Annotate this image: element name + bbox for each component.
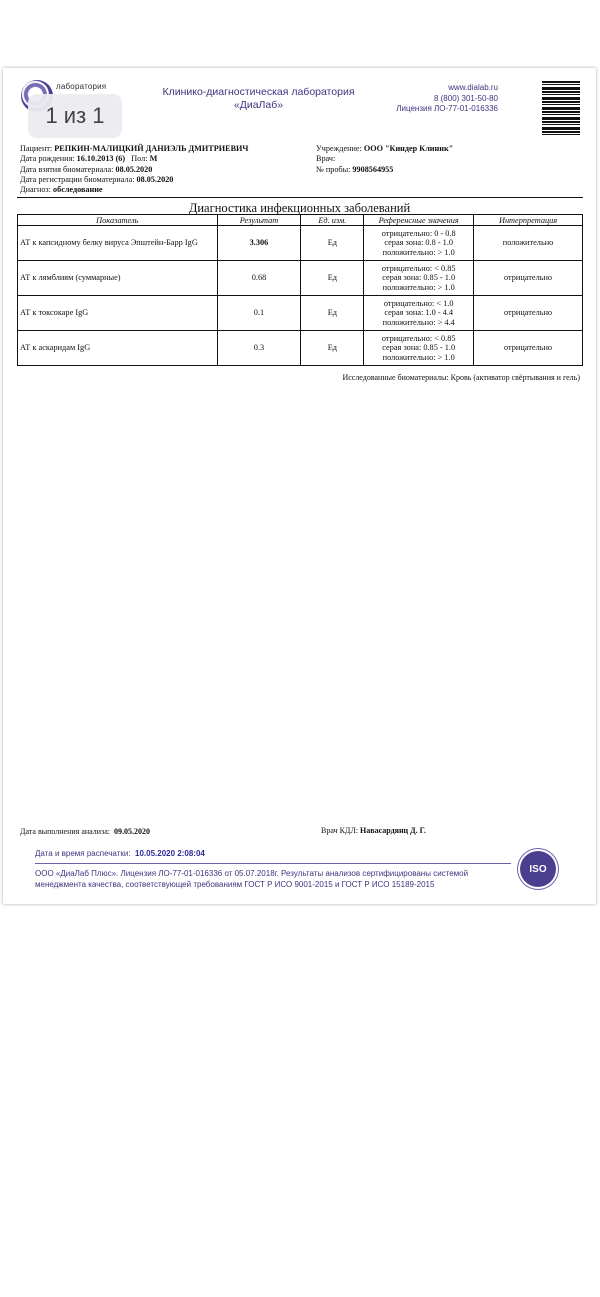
- row-unit: Ед: [301, 226, 364, 261]
- section-title: Диагностика инфекционных заболеваний: [188, 201, 411, 215]
- institution-label: Учреждение:: [316, 144, 362, 153]
- header-reference: Референсные значения: [364, 215, 474, 226]
- row-name: АТ к лямблиям (суммарные): [18, 261, 218, 296]
- patient-info: [20, 144, 248, 195]
- doctor-row: [316, 154, 453, 164]
- institution-row: [316, 144, 453, 154]
- legal-text: [35, 868, 505, 890]
- results-table: [17, 214, 583, 366]
- header-indicator: Показатель: [18, 215, 218, 226]
- lab-title-line1: Клинико-диагностическая лаборатория: [162, 86, 355, 98]
- ref-negative: отрицательно: < 1.0: [383, 298, 454, 308]
- dob-label: Дата рождения:: [20, 154, 75, 164]
- ref-gray: серая зона: 0.85 - 1.0: [382, 273, 456, 283]
- sex: М: [149, 154, 158, 164]
- print-label: Дата и время распечатки:: [35, 849, 131, 858]
- row-result: 0.1: [217, 296, 301, 331]
- logo-text: лаборатория: [56, 82, 107, 91]
- row-interpretation: отрицательно: [474, 296, 583, 331]
- diagnosis: обследование: [53, 185, 103, 195]
- page-indicator: 1 из 1: [28, 94, 122, 138]
- row-name: АТ к капсидному белку вируса Эпштейн-Барр IgG: [18, 226, 218, 261]
- sample-label: № пробы:: [316, 164, 351, 174]
- row-result: 3.306: [217, 226, 301, 261]
- row-reference: [364, 331, 474, 366]
- exec-date-label: Дата выполнения анализа:: [20, 827, 110, 836]
- header-interpretation: Интерпретация: [474, 215, 583, 226]
- biomaterial-note: Исследованные биоматериалы: Кровь (активатор свёртывания и гель): [342, 373, 580, 382]
- row-reference: [364, 226, 474, 261]
- patient-name-label: Пациент:: [20, 144, 53, 153]
- lab-doctor-row: [321, 826, 426, 835]
- ref-gray: серая зона: 1.0 - 4.4: [384, 308, 454, 318]
- table-row: [18, 331, 583, 366]
- legal-line-1: ООО «ДиаЛаб Плюс». Лицензия ЛО-77-01-016336 от 05.07.2018г. Результаты анализов сертифицированы системой: [35, 869, 469, 878]
- divider: [17, 197, 583, 198]
- ref-gray: серая зона: 0.8 - 1.0: [384, 238, 454, 248]
- row-result: 0.68: [217, 261, 301, 296]
- ref-gray: серая зона: 0.85 - 1.0: [382, 343, 456, 353]
- lab-website: www.dialab.ru: [448, 83, 498, 92]
- row-name: АТ к аскаридам IgG: [18, 331, 218, 366]
- lab-phone: 8 (800) 301-50-80: [433, 93, 498, 103]
- ref-positive: положительно: > 1.0: [382, 247, 455, 257]
- collected-date: 08.05.2020: [115, 164, 153, 174]
- lab-doctor-name: Навасардянц Д. Г.: [360, 826, 426, 835]
- footer-divider: [35, 863, 511, 864]
- sample-number: 9908564955: [352, 164, 394, 174]
- row-interpretation: отрицательно: [474, 261, 583, 296]
- header-unit: Ед. изм.: [301, 215, 364, 226]
- row-result: 0.3: [217, 331, 301, 366]
- exec-date: 09.05.2020: [114, 827, 150, 836]
- lab-title: [161, 86, 356, 112]
- diagnosis-row: [20, 185, 248, 195]
- lab-title-line2: «ДиаЛаб»: [233, 99, 284, 111]
- diagnosis-label: Диагноз:: [20, 185, 51, 195]
- dob-row: [20, 154, 248, 164]
- table-row: [18, 226, 583, 261]
- row-reference: [364, 296, 474, 331]
- patient-name-row: [20, 144, 248, 154]
- sample-row: [316, 165, 453, 175]
- row-unit: Ед: [301, 331, 364, 366]
- ref-positive: положительно: > 1.0: [382, 282, 455, 292]
- ref-negative: отрицательно: 0 - 0.8: [381, 228, 456, 238]
- collected-row: [20, 165, 248, 175]
- iso-seal-icon: ISO: [520, 851, 556, 887]
- registered-label: Дата регистрации биоматериала:: [20, 174, 135, 184]
- barcode: [542, 81, 580, 136]
- row-name: АТ к токсокаре IgG: [18, 296, 218, 331]
- row-unit: Ед: [301, 296, 364, 331]
- institution: ООО "Киндер Клиник": [363, 144, 454, 153]
- doctor-label: Врач:: [316, 154, 336, 164]
- document-page: [3, 68, 596, 904]
- ref-positive: положительно: > 1.0: [382, 352, 455, 362]
- ref-negative: отрицательно: < 0.85: [381, 263, 456, 273]
- collected-label: Дата взятия биоматериала:: [20, 164, 114, 174]
- table-row: [18, 261, 583, 296]
- row-unit: Ед: [301, 261, 364, 296]
- print-datetime: 10.05.2020 2:08:04: [135, 849, 205, 858]
- lab-license: Лицензия ЛО-77-01-016336: [396, 104, 498, 113]
- dob: 16.10.2013 (6): [76, 154, 126, 164]
- registered-date: 08.05.2020: [136, 174, 174, 184]
- ref-positive: положительно: > 4.4: [382, 317, 455, 327]
- exec-date-row: [20, 827, 150, 836]
- ref-negative: отрицательно: < 0.85: [381, 333, 456, 343]
- legal-line-2: менеджмента качества, соответствующей требованиям ГОСТ Р ИСО 9001-2015 и ГОСТ Р ИСО 15189-2015: [35, 880, 435, 889]
- table-header-row: [18, 215, 583, 226]
- header-result: Результат: [217, 215, 301, 226]
- patient-name: РЕПКИН-МАЛИЦКИЙ ДАНИЭЛЬ ДМИТРИЕВИЧ: [54, 144, 249, 153]
- order-info: [316, 144, 453, 175]
- lab-doctor-label: Врач КДЛ:: [321, 826, 359, 835]
- sex-label: Пол:: [131, 154, 148, 164]
- row-interpretation: положительно: [474, 226, 583, 261]
- lab-contacts: [396, 83, 498, 115]
- registered-row: [20, 175, 248, 185]
- table-row: [18, 296, 583, 331]
- row-interpretation: отрицательно: [474, 331, 583, 366]
- row-reference: [364, 261, 474, 296]
- print-datetime-row: [35, 849, 205, 858]
